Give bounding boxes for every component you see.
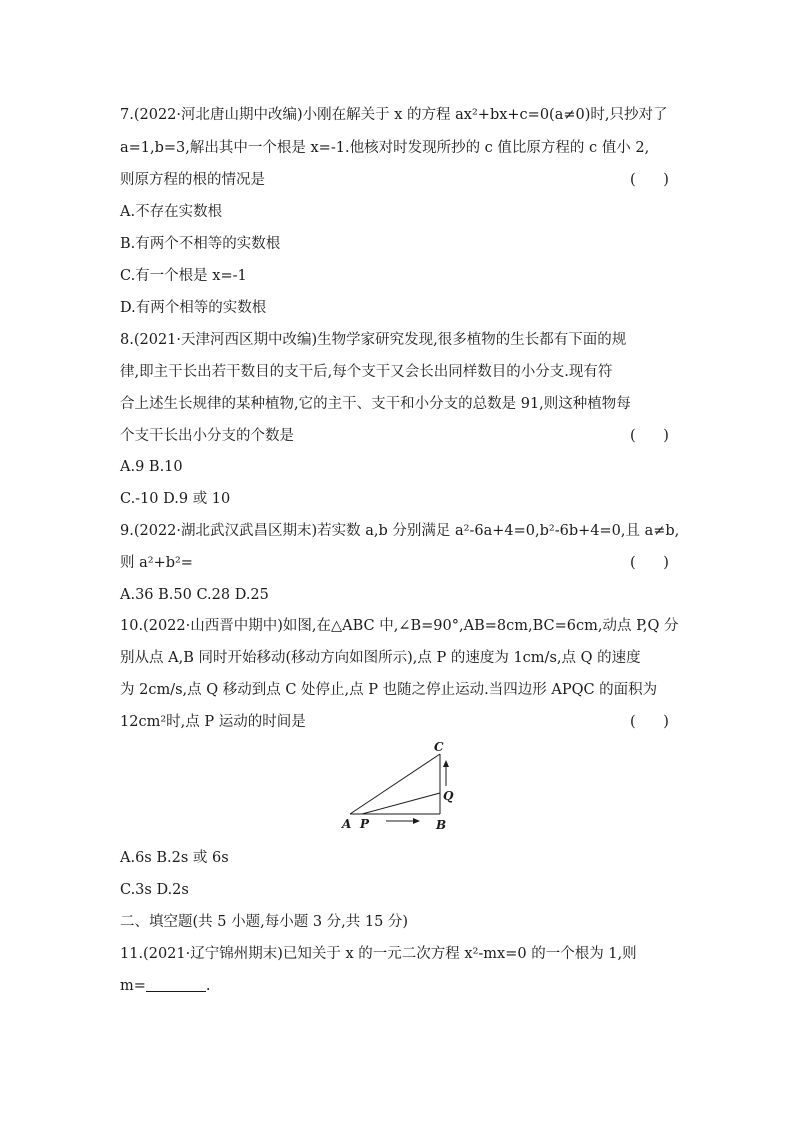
label-b: B <box>436 818 447 832</box>
q7-line-1: 7.(2022·河北唐山期中改编)小刚在解关于 x 的方程 ax²+bx+c=0(a≠0)时,只抄对了 <box>120 107 668 123</box>
q10-line-2: 别从点 A,B 同时开始移动(移动方向如图所示),点 P 的速度为 1cm/s,点 Q 的速度 <box>120 650 641 666</box>
q7-option-c: C.有一个根是 x=-1 <box>120 268 247 284</box>
q7-line-2: a=1,b=3,解出其中一个根是 x=-1.他核对时发现所抄的 c 值比原方程的 c 值小 2, <box>120 140 650 156</box>
q8-line-2: 律,即主干长出若干数目的支干后,每个支干又会长出同样数目的小分支.现有符 <box>120 364 613 380</box>
q11-line-2-prefix: m= <box>120 978 146 994</box>
q11-line-1: 11.(2021·辽宁锦州期末)已知关于 x 的一元二次方程 x²-mx=0 的一个根为 1,则 <box>120 946 637 962</box>
section-heading-fill-in: 二、填空题(共 5 小题,每小题 3 分,共 15 分) <box>120 914 409 930</box>
q10-line-3: 为 2cm/s,点 Q 移动到点 C 处停止,点 P 也随之停止运动.当四边形 APQC 的面积为 <box>120 682 658 698</box>
q11-line-2 <box>120 977 211 995</box>
label-q: Q <box>443 789 454 803</box>
q11-line-2-suffix: . <box>205 978 211 994</box>
q11-answer-blank[interactable] <box>146 991 206 992</box>
q10-options-row-1: A.6s B.2s 或 6s <box>120 850 229 866</box>
q9-answer-paren: ( ) <box>630 555 669 571</box>
q8-answer-paren: ( ) <box>630 428 669 444</box>
q9-line-2: 则 a²+b²= <box>120 555 193 571</box>
q10-line-1: 10.(2022·山西晋中期中)如图,在△ABC 中,∠B=90°,AB=8cm,BC=6cm,动点 P,Q 分 <box>120 618 679 634</box>
label-a: A <box>342 817 352 831</box>
q9-options: A.36 B.50 C.28 D.25 <box>120 587 269 603</box>
q7-option-d: D.有两个相等的实数根 <box>120 300 267 316</box>
triangle-figure <box>340 738 460 833</box>
q7-line-3: 则原方程的根的情况是 <box>120 172 265 188</box>
q10-line-4: 12cm²时,点 P 运动的时间是 <box>120 714 306 730</box>
q8-line-4: 个支干长出小分支的个数是 <box>120 428 294 444</box>
arrow-p-head <box>413 818 420 824</box>
q10-options-row-2: C.3s D.2s <box>120 882 189 898</box>
q7-option-b: B.有两个不相等的实数根 <box>120 236 281 252</box>
q9-line-1: 9.(2022·湖北武汉武昌区期末)若实数 a,b 分别满足 a²-6a+4=0,b²-6b+4=0,且 a≠b, <box>120 523 680 539</box>
label-p: P <box>360 817 370 831</box>
arrow-q-head <box>443 760 449 767</box>
q8-line-3: 合上述生长规律的某种植物,它的主干、支干和小分支的总数是 91,则这种植物每 <box>120 396 631 412</box>
q8-options-row-2: C.-10 D.9 或 10 <box>120 491 231 507</box>
q8-options-row-1: A.9 B.10 <box>120 459 183 475</box>
q10-answer-paren: ( ) <box>630 714 669 730</box>
q7-option-a: A.不存在实数根 <box>120 204 223 220</box>
q7-answer-paren: ( ) <box>630 172 669 188</box>
label-c: C <box>434 740 444 754</box>
segment-pq <box>362 793 440 814</box>
q8-line-1: 8.(2021·天津河西区期中改编)生物学家研究发现,很多植物的生长都有下面的规 <box>120 332 627 348</box>
